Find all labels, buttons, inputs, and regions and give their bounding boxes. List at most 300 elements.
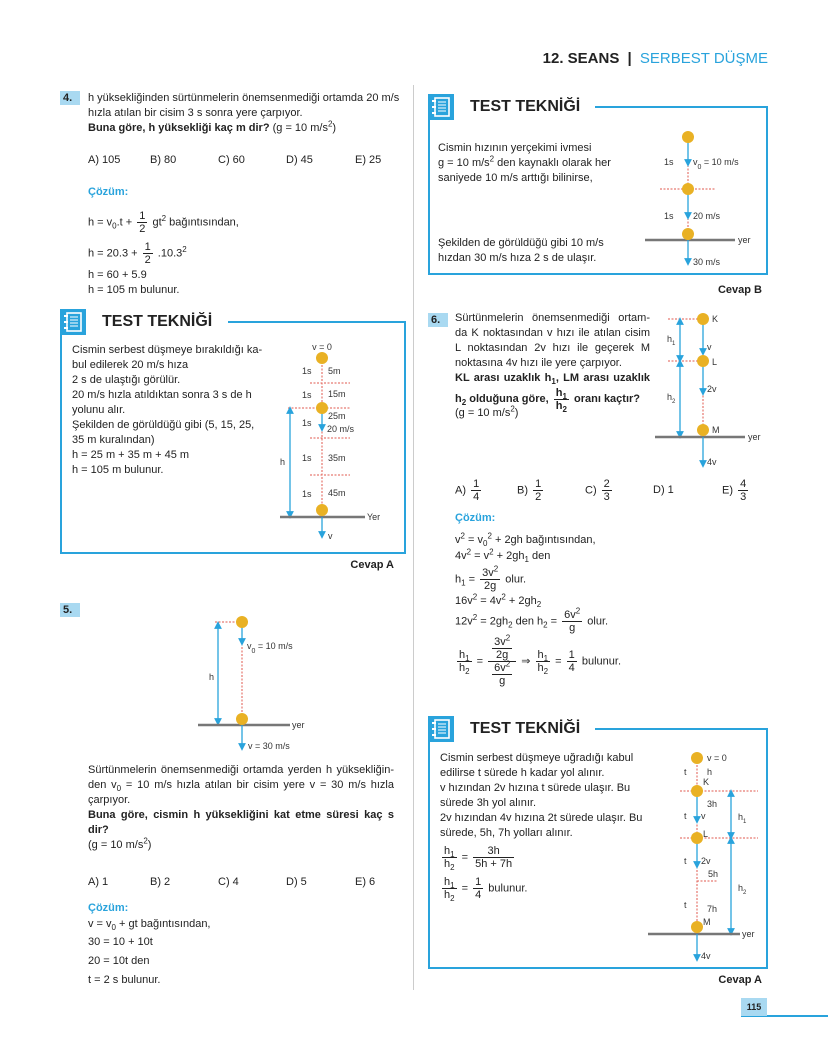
label: 3h bbox=[707, 799, 718, 809]
svg-text:h2 bbox=[667, 392, 676, 405]
text-run: saniyede 10 m/s arttığı bilinirse, bbox=[438, 172, 593, 184]
text-run: B) bbox=[517, 484, 532, 497]
text-group bbox=[537, 662, 549, 677]
label: 1 bbox=[672, 341, 676, 347]
text-run: h = 20.3 + bbox=[88, 247, 141, 260]
column-divider bbox=[413, 85, 414, 990]
text-group bbox=[473, 478, 479, 490]
notebook-icon bbox=[428, 94, 454, 120]
fraction bbox=[488, 633, 516, 687]
subscript: 1 bbox=[524, 555, 529, 565]
text-group bbox=[569, 622, 575, 634]
numerator bbox=[473, 845, 514, 858]
label: L bbox=[703, 829, 709, 839]
text-group bbox=[475, 889, 481, 901]
fraction bbox=[536, 649, 551, 677]
solution-line bbox=[455, 564, 621, 592]
fraction bbox=[480, 564, 500, 592]
text-run: h bbox=[444, 845, 451, 857]
option-a[interactable] bbox=[455, 478, 483, 503]
text-run: 1 bbox=[139, 210, 146, 222]
label: K bbox=[712, 314, 719, 324]
subscript: 1 bbox=[450, 881, 455, 891]
label: 4v bbox=[701, 951, 711, 961]
text-line: sürede 3h yol alınır. bbox=[440, 797, 537, 809]
text-group bbox=[537, 649, 549, 664]
option-e[interactable] bbox=[722, 478, 750, 503]
label: 1s bbox=[302, 390, 312, 400]
label: 25m bbox=[328, 411, 346, 421]
text-group bbox=[459, 662, 470, 677]
superscript: 2 bbox=[472, 592, 478, 602]
text-group bbox=[499, 675, 505, 687]
svg-text:v0 = 10 m/s bbox=[693, 157, 739, 171]
text-run: 2g bbox=[496, 649, 509, 661]
option-e[interactable]: E) 25 bbox=[355, 154, 382, 166]
solution-line bbox=[88, 935, 211, 950]
text-run: oranı kaçtır? bbox=[570, 393, 641, 405]
svg-text:h1 bbox=[738, 812, 747, 825]
text-line: bul edilerek 20 m/s hıza bbox=[72, 359, 189, 371]
text-run: h bbox=[444, 876, 451, 888]
text-run: = bbox=[465, 573, 479, 586]
label: 1s bbox=[664, 157, 674, 167]
question-line bbox=[455, 371, 650, 386]
denominator bbox=[137, 223, 147, 235]
notebook-icon bbox=[60, 309, 86, 335]
solution-5 bbox=[88, 917, 211, 990]
text-run: çarpıyor. bbox=[88, 794, 131, 806]
label: h bbox=[738, 812, 744, 822]
denominator bbox=[567, 662, 577, 674]
text-run: 6v bbox=[564, 609, 576, 621]
text-line: sürede, 5h, 7h yolları alınır. bbox=[440, 827, 573, 839]
text-run: h = 60 + 5.9 bbox=[88, 269, 147, 281]
answer-label: Cevap A bbox=[718, 974, 762, 986]
text-run: olur. bbox=[584, 615, 609, 628]
question-line bbox=[88, 121, 408, 136]
solution-label: Çözüm: bbox=[88, 186, 129, 198]
solution-line bbox=[455, 549, 621, 564]
label: t bbox=[684, 856, 687, 866]
text-run: Buna göre, h yüksekliği kaç m dir? bbox=[88, 122, 270, 134]
label: t bbox=[684, 900, 687, 910]
text-run: ) bbox=[514, 407, 519, 419]
bold-text bbox=[88, 809, 394, 821]
text-run: Sürtünmelerin önemsenmediği ortam- bbox=[455, 312, 650, 324]
ball bbox=[316, 504, 328, 516]
text-group bbox=[569, 662, 575, 674]
subscript: 1 bbox=[551, 377, 556, 387]
text-group bbox=[604, 478, 610, 490]
text-run: 4 bbox=[475, 889, 482, 901]
answer-label: Cevap A bbox=[350, 559, 394, 571]
text-run: = bbox=[458, 851, 472, 864]
label: M bbox=[703, 917, 711, 927]
solution-line bbox=[88, 973, 211, 988]
label: 1s bbox=[664, 211, 674, 221]
question-line bbox=[88, 763, 394, 778]
text-run: (g = 10 m/s bbox=[269, 122, 328, 134]
label: 20 m/s bbox=[693, 211, 721, 221]
text-line: v hızından 2v hızına t sürede ulaşır. Bu bbox=[440, 782, 631, 794]
bold-text bbox=[455, 372, 650, 387]
superscript: 2 bbox=[182, 244, 187, 254]
text-group bbox=[535, 478, 541, 490]
option-b[interactable]: B) 2 bbox=[150, 876, 171, 888]
solution-line bbox=[88, 268, 239, 283]
text-run: 4 bbox=[568, 662, 575, 674]
option-d[interactable]: D) 5 bbox=[286, 876, 307, 888]
text-run: da K noktasından v hızı ile atılan cisim bbox=[455, 327, 650, 339]
question-line bbox=[455, 311, 650, 326]
text-group bbox=[556, 387, 567, 399]
solution-line bbox=[88, 917, 211, 932]
text-group bbox=[444, 845, 455, 860]
label: = 10 m/s bbox=[701, 157, 739, 167]
subscript: 2 bbox=[562, 404, 567, 414]
label: 0 bbox=[697, 163, 702, 171]
label: 7h bbox=[707, 904, 718, 914]
denominator bbox=[554, 400, 569, 412]
superscript: 2 bbox=[460, 531, 465, 541]
text-run: (g = 10 m/s bbox=[88, 839, 144, 851]
text-run: 6v bbox=[494, 662, 506, 674]
fraction bbox=[471, 478, 481, 503]
text-group bbox=[139, 223, 145, 235]
text-group bbox=[475, 876, 481, 888]
text-run: 1 bbox=[535, 478, 542, 490]
text-run: 5h + 7h bbox=[475, 858, 513, 870]
label: v bbox=[328, 531, 333, 541]
text-group bbox=[145, 241, 151, 253]
header-separator: | bbox=[627, 50, 632, 67]
text-group bbox=[444, 876, 455, 891]
text-run: olduğuna göre, bbox=[466, 393, 552, 405]
label: 45m bbox=[328, 488, 346, 498]
text-run: KL arası uzaklık h bbox=[455, 372, 552, 384]
label: 5h bbox=[708, 869, 719, 879]
superscript: 2 bbox=[575, 606, 581, 616]
technique-text bbox=[438, 236, 604, 266]
question-line bbox=[455, 341, 650, 356]
superscript: 2 bbox=[489, 547, 494, 557]
text-line: Cismin serbest düşmeye bırakıldığı ka- bbox=[72, 344, 263, 356]
notebook-icon bbox=[428, 716, 454, 742]
denominator bbox=[473, 889, 483, 901]
superscript: 2 bbox=[143, 836, 148, 846]
numerator bbox=[442, 845, 457, 858]
subscript: 1 bbox=[465, 654, 470, 664]
text-run: 1 bbox=[568, 649, 575, 661]
text-run: h bbox=[537, 662, 544, 674]
subscript: 2 bbox=[536, 600, 542, 610]
denominator bbox=[562, 622, 582, 634]
superscript: 2 bbox=[493, 564, 499, 574]
text-group bbox=[535, 491, 541, 503]
numerator bbox=[602, 478, 612, 491]
question-5-text bbox=[88, 763, 394, 853]
fraction bbox=[457, 649, 472, 677]
text-run: 2 bbox=[535, 491, 542, 503]
subscript: 1 bbox=[562, 391, 567, 401]
text-run: = bbox=[473, 655, 487, 668]
text-run: h bbox=[455, 393, 462, 405]
label: 1s bbox=[302, 418, 312, 428]
text-run: D) 1 bbox=[653, 484, 674, 496]
superscript: 2 bbox=[510, 404, 515, 414]
text-group bbox=[473, 491, 479, 503]
text-group bbox=[484, 580, 496, 592]
box-top-line bbox=[595, 728, 768, 730]
text-run: = 4v bbox=[477, 595, 502, 607]
text-line: Cismin serbest düşmeye uğradığı kabul bbox=[440, 752, 634, 764]
text-run: Cismin hızının yerçekimi ivmesi bbox=[438, 142, 592, 154]
text-line: h = 25 m + 35 m + 45 m bbox=[72, 449, 190, 461]
denominator bbox=[442, 858, 457, 873]
text-line: edilirse t sürede h kadar yol alınır. bbox=[440, 767, 605, 779]
text-run: Buna göre, cismin h yüksekliğini kat etme süresi kaç s bbox=[88, 809, 394, 821]
question-number: 6. bbox=[428, 313, 448, 327]
denominator bbox=[457, 662, 472, 677]
solution-label: Çözüm: bbox=[88, 902, 129, 914]
label: yer bbox=[742, 929, 755, 939]
label: h bbox=[738, 883, 744, 893]
text-line bbox=[438, 141, 611, 156]
denominator bbox=[480, 580, 500, 592]
bold-text bbox=[88, 824, 109, 836]
text-run: 4 bbox=[740, 478, 747, 490]
text-run: 4v bbox=[455, 550, 467, 562]
text-group bbox=[475, 858, 512, 870]
text-line bbox=[438, 156, 611, 171]
numerator bbox=[488, 633, 516, 662]
text-run: h = 105 m bulunur. bbox=[88, 284, 180, 296]
text-line: 2v hızından 4v hızına 2t sürede ulaşır. Bu bbox=[440, 812, 643, 824]
option-b[interactable] bbox=[517, 478, 545, 503]
denominator bbox=[533, 491, 543, 503]
fraction bbox=[137, 210, 147, 235]
label: 1s bbox=[302, 453, 312, 463]
label: 2v bbox=[701, 856, 711, 866]
denominator bbox=[442, 889, 457, 904]
text-group bbox=[444, 858, 455, 873]
fraction bbox=[492, 633, 512, 661]
option-e[interactable]: E) 6 bbox=[355, 876, 376, 888]
text-group bbox=[564, 606, 581, 621]
text-line: Şekilden de görüldüğü gibi (5, 15, 25, bbox=[72, 419, 255, 431]
text-run: h bbox=[459, 649, 466, 661]
formula-line bbox=[440, 876, 642, 904]
fraction bbox=[442, 876, 457, 904]
option-d[interactable]: D) 45 bbox=[286, 154, 313, 166]
superscript: 2 bbox=[466, 547, 472, 557]
option-a[interactable]: A) 1 bbox=[88, 876, 109, 888]
text-run: 3v bbox=[494, 636, 506, 648]
text-run: + 2gh bağıntısından, bbox=[491, 534, 596, 546]
fraction bbox=[554, 387, 569, 412]
solution-label: Çözüm: bbox=[455, 512, 496, 524]
text-group bbox=[494, 633, 511, 648]
page-header bbox=[543, 50, 768, 67]
answer-label: Cevap B bbox=[717, 284, 762, 296]
label: 5m bbox=[328, 366, 341, 376]
option-b[interactable]: B) 80 bbox=[150, 154, 177, 166]
text-run: 20 = 10t den bbox=[88, 955, 150, 967]
question-line bbox=[88, 91, 408, 106]
text-run: 4 bbox=[473, 491, 480, 503]
text-run: g = 10 m/s bbox=[438, 157, 490, 169]
question-line bbox=[88, 778, 394, 793]
question-6-text bbox=[455, 311, 650, 421]
numerator bbox=[457, 649, 472, 662]
subscript: 0 bbox=[483, 539, 488, 549]
fraction bbox=[567, 649, 577, 674]
superscript: 2 bbox=[489, 154, 495, 164]
answer-options bbox=[88, 876, 408, 891]
test-technique-title: TEST TEKNİĞİ bbox=[470, 720, 581, 737]
klm-diagram bbox=[650, 310, 765, 470]
text-run: = 10 m/s hızla atılan bir cisim yere v = 30 m/s hızla bbox=[121, 779, 394, 791]
text-run: 2g bbox=[484, 580, 497, 592]
page-number: 115 bbox=[741, 998, 767, 1016]
text-run: noktasına 4v hızı ile yere çarpıyor. bbox=[455, 357, 622, 369]
text-group bbox=[488, 845, 500, 857]
label: 4v bbox=[707, 457, 717, 467]
text-run: ) bbox=[332, 122, 337, 134]
fraction bbox=[442, 845, 457, 873]
text-run: dir? bbox=[88, 824, 109, 836]
option-d[interactable] bbox=[653, 484, 674, 496]
text-run: 3v bbox=[482, 567, 494, 579]
question-number: 4. bbox=[60, 91, 80, 105]
text-group bbox=[494, 659, 511, 674]
numerator bbox=[567, 649, 577, 662]
text-run: h bbox=[444, 858, 451, 870]
text-run: E) bbox=[722, 484, 737, 497]
text-run: den kaynaklı olarak her bbox=[494, 157, 611, 169]
label: M bbox=[712, 425, 720, 435]
superscript: 2 bbox=[472, 612, 478, 622]
label: h bbox=[280, 457, 286, 467]
technique-text bbox=[72, 343, 270, 478]
label: v bbox=[707, 342, 712, 352]
text-run: Sürtünmelerin önemsenmediği ortamda yerden h yüksekliğin- bbox=[88, 764, 394, 776]
solution-line bbox=[88, 954, 211, 969]
text-run: 2 bbox=[144, 254, 151, 266]
text-group bbox=[740, 478, 746, 490]
text-run: 30 = 10 + 10t bbox=[88, 936, 153, 948]
superscript: 2 bbox=[501, 592, 506, 602]
text-run: t = 2 s bulunur. bbox=[88, 974, 161, 986]
option-c[interactable]: C) 60 bbox=[218, 154, 245, 166]
svg-text:h1 bbox=[667, 334, 676, 347]
solution-4 bbox=[88, 210, 239, 300]
text-run: + 2gh bbox=[505, 595, 537, 607]
label: h bbox=[707, 767, 713, 777]
text-run: ⇒ bbox=[518, 655, 534, 668]
free-fall-klm-diagram bbox=[640, 745, 770, 965]
label: h bbox=[667, 392, 673, 402]
fraction bbox=[602, 478, 612, 503]
denominator bbox=[471, 491, 481, 503]
numerator bbox=[473, 876, 483, 889]
text-run: .10.3 bbox=[154, 247, 183, 260]
subscript: 0 bbox=[116, 784, 122, 794]
label: h bbox=[667, 334, 673, 344]
subscript: 1 bbox=[450, 850, 455, 860]
velocity-diagram bbox=[640, 125, 770, 270]
answer-options bbox=[88, 154, 408, 169]
text-group bbox=[459, 649, 470, 664]
fraction bbox=[473, 845, 514, 870]
question-line bbox=[455, 326, 650, 341]
denominator bbox=[488, 659, 516, 687]
text-run: bulunur. bbox=[578, 655, 621, 668]
question-line bbox=[88, 823, 394, 838]
technique-text bbox=[440, 751, 642, 903]
option-a[interactable]: A) 105 bbox=[88, 154, 121, 166]
label: 2 bbox=[743, 890, 747, 896]
label: 30 m/s bbox=[693, 257, 721, 267]
text-run: bağıntısından, bbox=[166, 216, 239, 229]
text-run: v bbox=[455, 534, 461, 546]
option-c[interactable] bbox=[585, 478, 614, 503]
text-run: + gt bağıntısından, bbox=[116, 918, 211, 930]
subscript: 2 bbox=[465, 667, 470, 677]
text-line: 35 m kuralından) bbox=[72, 434, 155, 446]
label: 20 m/s bbox=[327, 424, 355, 434]
label: t bbox=[684, 811, 687, 821]
label: v bbox=[701, 811, 706, 821]
label: yer bbox=[748, 432, 761, 442]
text-line: hızdan 30 m/s hıza 2 s de ulaşır. bbox=[438, 252, 597, 264]
superscript: 2 bbox=[505, 659, 511, 669]
text-run: 1 bbox=[473, 478, 480, 490]
bold-text bbox=[88, 122, 270, 134]
text-run: A) bbox=[455, 484, 470, 497]
text-group bbox=[145, 254, 151, 266]
fraction bbox=[492, 659, 512, 687]
text-line: h = 105 m bulunur. bbox=[72, 464, 164, 476]
text-line bbox=[438, 171, 611, 186]
subscript: 0 bbox=[111, 923, 116, 933]
subscript: 0 bbox=[112, 221, 117, 231]
text-line: Şekilden de görüldüğü gibi 10 m/s bbox=[438, 237, 604, 249]
text-run: 1 bbox=[144, 241, 151, 253]
text-group bbox=[444, 889, 455, 904]
text-run: h bbox=[555, 399, 563, 412]
box-top-line bbox=[228, 321, 406, 323]
label: 1 bbox=[743, 819, 747, 825]
thrown-object-diagram bbox=[190, 610, 330, 755]
text-run: g bbox=[569, 622, 576, 634]
text-line: yolunu alır. bbox=[72, 404, 126, 416]
text-run: g bbox=[499, 675, 506, 687]
numerator bbox=[533, 478, 543, 491]
text-run: olur. bbox=[502, 573, 527, 586]
option-c[interactable]: C) 4 bbox=[218, 876, 239, 888]
superscript: 2 bbox=[487, 531, 492, 541]
solution-line bbox=[455, 606, 621, 634]
question-line bbox=[88, 808, 394, 823]
text-run: h bbox=[555, 386, 563, 399]
text-run: 3 bbox=[740, 491, 747, 503]
text-run: h = v bbox=[88, 216, 113, 229]
label: yer bbox=[738, 235, 751, 245]
label: 2 bbox=[672, 399, 676, 405]
label: v = 0 bbox=[312, 342, 332, 352]
